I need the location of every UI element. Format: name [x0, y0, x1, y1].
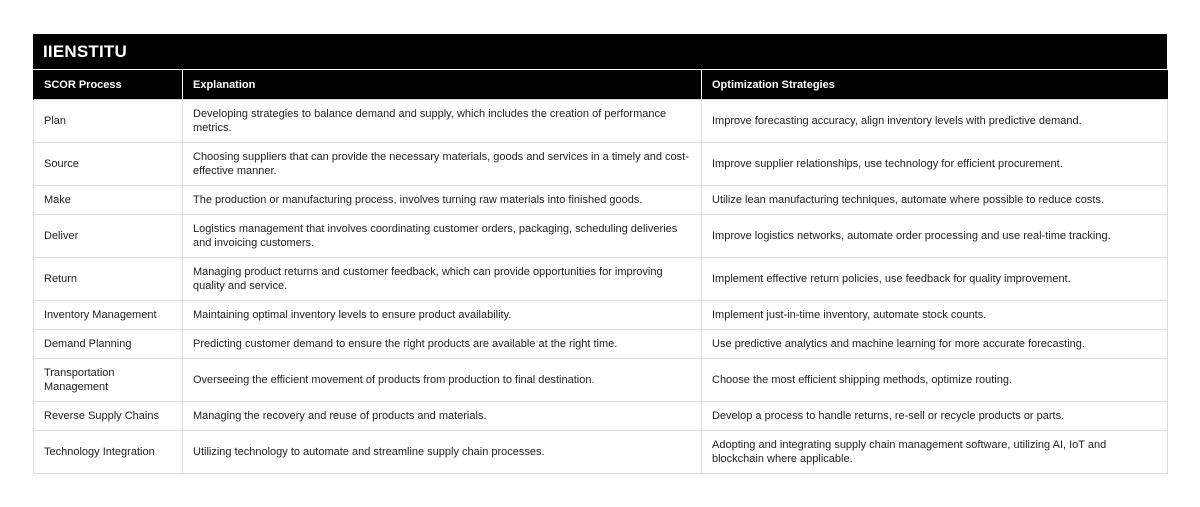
cell-explanation: Maintaining optimal inventory levels to ensure product availability. — [183, 301, 702, 330]
cell-explanation: The production or manufacturing process, involves turning raw materials into finished goods. — [183, 186, 702, 215]
cell-explanation: Managing the recovery and reuse of products and materials. — [183, 402, 702, 431]
table-body — [34, 100, 1168, 474]
cell-explanation: Predicting customer demand to ensure the right products are available at the right time. — [183, 330, 702, 359]
cell-explanation: Managing product returns and customer feedback, which can provide opportunities for improving quality and service. — [183, 258, 702, 301]
cell-process: Demand Planning — [34, 330, 183, 359]
cell-strategy: Improve forecasting accuracy, align inventory levels with predictive demand. — [702, 100, 1168, 143]
table-row — [34, 143, 1168, 186]
cell-process: Return — [34, 258, 183, 301]
table-row — [34, 100, 1168, 143]
table-row — [34, 215, 1168, 258]
cell-strategy: Improve logistics networks, automate order processing and use real-time tracking. — [702, 215, 1168, 258]
cell-strategy: Develop a process to handle returns, re-sell or recycle products or parts. — [702, 402, 1168, 431]
cell-process: Technology Integration — [34, 431, 183, 474]
cell-explanation: Overseeing the efficient movement of products from production to final destination. — [183, 359, 702, 402]
cell-strategy: Implement effective return policies, use feedback for quality improvement. — [702, 258, 1168, 301]
table-row — [34, 186, 1168, 215]
table-row — [34, 301, 1168, 330]
cell-strategy: Choose the most efficient shipping methods, optimize routing. — [702, 359, 1168, 402]
header-optimization-strategies: Optimization Strategies — [702, 70, 1168, 100]
cell-explanation: Choosing suppliers that can provide the necessary materials, goods and services in a timely and cost-effective manner. — [183, 143, 702, 186]
scor-table-container — [33, 34, 1167, 474]
cell-process: Reverse Supply Chains — [34, 402, 183, 431]
header-row — [34, 70, 1168, 100]
table-row — [34, 330, 1168, 359]
table-row — [34, 431, 1168, 474]
header-explanation: Explanation — [183, 70, 702, 100]
header-scor-process: SCOR Process — [34, 70, 183, 100]
cell-process: Deliver — [34, 215, 183, 258]
cell-process: Make — [34, 186, 183, 215]
cell-strategy: Utilize lean manufacturing techniques, automate where possible to reduce costs. — [702, 186, 1168, 215]
brand-title: IIENSTITU — [33, 34, 1167, 69]
scor-table — [33, 69, 1168, 474]
cell-explanation: Developing strategies to balance demand and supply, which includes the creation of performance metrics. — [183, 100, 702, 143]
cell-process: Plan — [34, 100, 183, 143]
table-row — [34, 359, 1168, 402]
cell-process: Source — [34, 143, 183, 186]
cell-strategy: Adopting and integrating supply chain management software, utilizing AI, IoT and blockchain where applicable. — [702, 431, 1168, 474]
cell-strategy: Use predictive analytics and machine learning for more accurate forecasting. — [702, 330, 1168, 359]
cell-strategy: Improve supplier relationships, use technology for efficient procurement. — [702, 143, 1168, 186]
cell-strategy: Implement just-in-time inventory, automate stock counts. — [702, 301, 1168, 330]
cell-process: Inventory Management — [34, 301, 183, 330]
table-row — [34, 258, 1168, 301]
table-header — [34, 70, 1168, 100]
cell-process: Transportation Management — [34, 359, 183, 402]
table-row — [34, 402, 1168, 431]
cell-explanation: Logistics management that involves coordinating customer orders, packaging, scheduling deliveries and invoicing customers. — [183, 215, 702, 258]
cell-explanation: Utilizing technology to automate and streamline supply chain processes. — [183, 431, 702, 474]
